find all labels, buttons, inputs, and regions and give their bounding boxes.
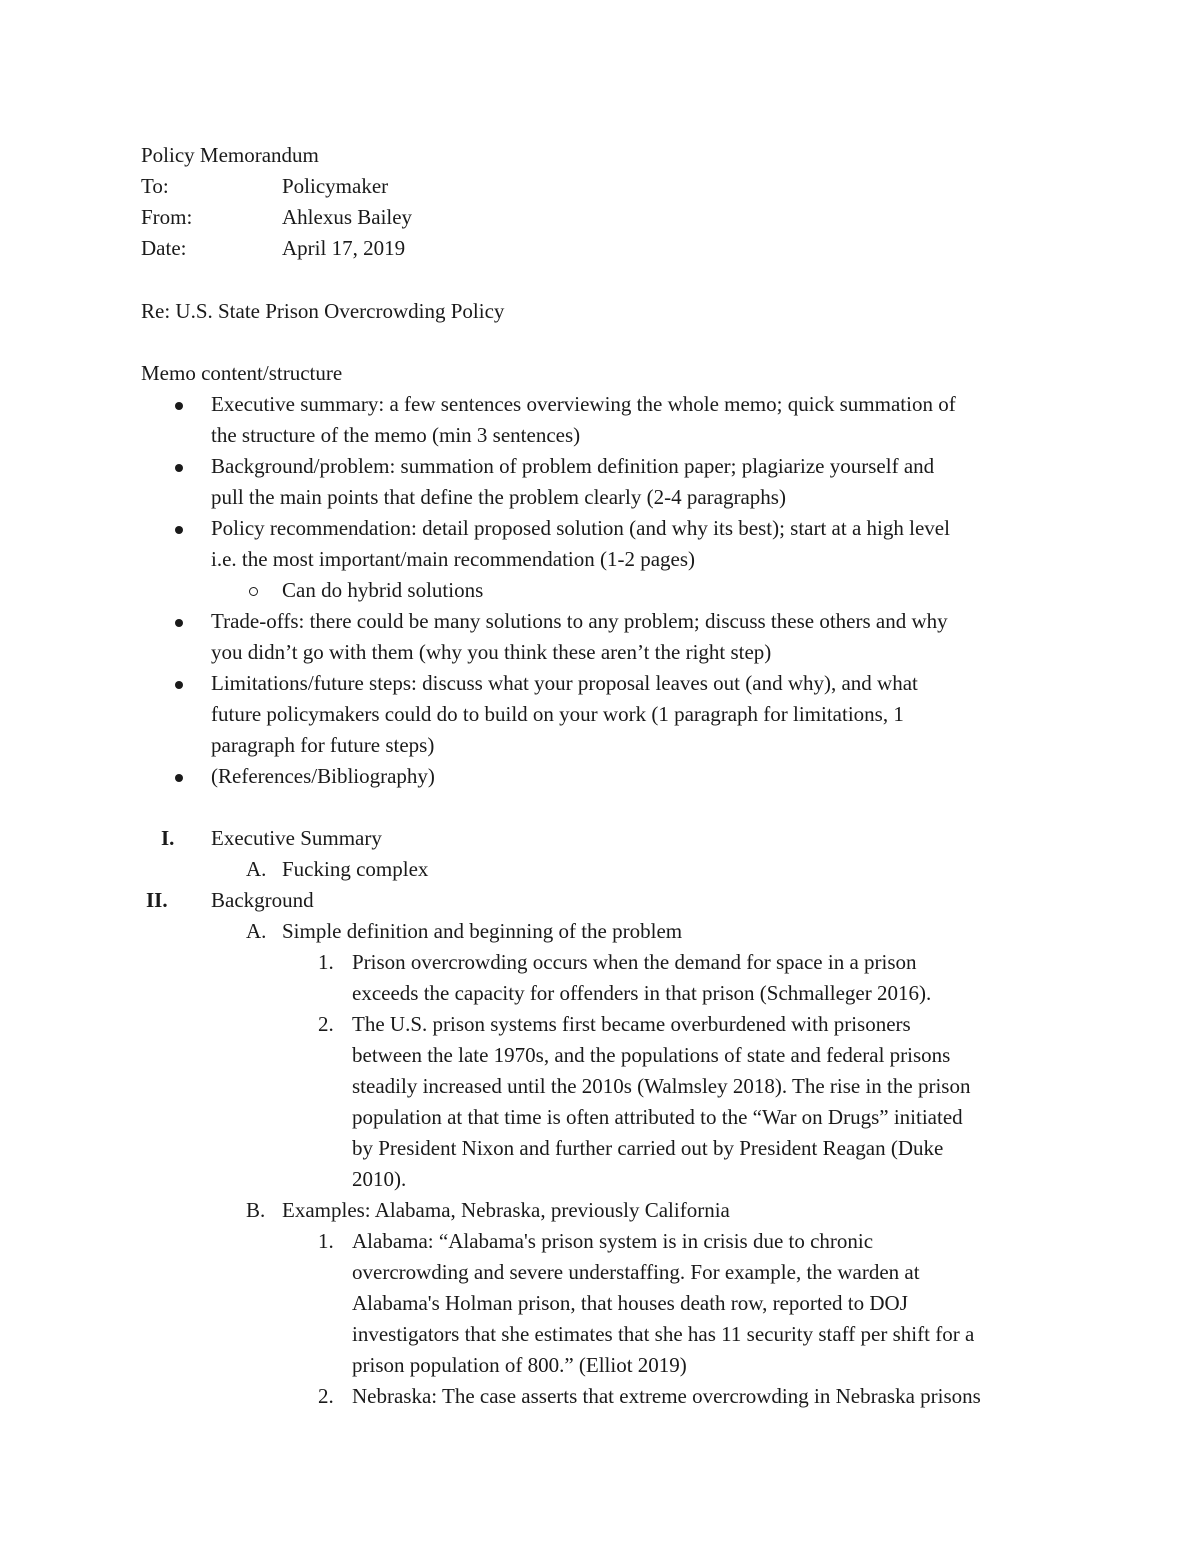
bullet-dot	[175, 402, 183, 410]
item-line: investigators that she estimates that she has 11 security staff per shift for a	[352, 1322, 975, 1346]
section-numeral: I.	[161, 826, 175, 850]
item-number: 1.	[318, 1229, 334, 1253]
bullet-dot	[175, 681, 183, 689]
item-text: Fucking complex	[282, 857, 429, 881]
section-background: Background	[211, 888, 314, 912]
item-number: 2.	[318, 1384, 334, 1408]
date-label: Date:	[141, 236, 187, 260]
item-text: Examples: Alabama, Nebraska, previously California	[282, 1198, 730, 1222]
bullet-tradeoffs-line1: Trade-offs: there could be many solutions to any problem; discuss these others and why	[211, 609, 948, 633]
item-number: 1.	[318, 950, 334, 974]
sub-bullet-hybrid: Can do hybrid solutions	[282, 578, 484, 602]
to-value: Policymaker	[282, 174, 389, 198]
item-line: overcrowding and severe understaffing. For example, the warden at	[352, 1260, 920, 1284]
item-text: Simple definition and beginning of the problem	[282, 919, 683, 943]
bullet-background-line2: pull the main points that define the problem clearly (2-4 paragraphs)	[211, 485, 786, 509]
item-line: The U.S. prison systems first became overburdened with prisoners	[352, 1012, 911, 1036]
to-label: To:	[141, 174, 169, 198]
structure-heading: Memo content/structure	[141, 361, 343, 385]
item-line: steadily increased until the 2010s (Walmsley 2018). The rise in the prison	[352, 1074, 971, 1098]
memo-title: Policy Memorandum	[141, 143, 319, 167]
bullet-references: (References/Bibliography)	[211, 764, 435, 788]
item-line: Alabama: “Alabama's prison system is in crisis due to chronic	[352, 1229, 874, 1253]
item-letter: A.	[246, 919, 267, 943]
bullet-executive-line1: Executive summary: a few sentences overviewing the whole memo; quick summation of	[211, 392, 956, 416]
section-executive-summary: Executive Summary	[211, 826, 382, 850]
item-line: Prison overcrowding occurs when the demand for space in a prison	[352, 950, 917, 974]
re-line: Re: U.S. State Prison Overcrowding Policy	[141, 299, 505, 323]
item-line: Alabama's Holman prison, that houses death row, reported to DOJ	[352, 1291, 908, 1315]
bullet-limitations-line1: Limitations/future steps: discuss what your proposal leaves out (and why), and what	[211, 671, 918, 695]
item-number: 2.	[318, 1012, 334, 1036]
bullet-dot	[175, 619, 183, 627]
from-label: From:	[141, 205, 193, 229]
item-line: by President Nixon and further carried out by President Reagan (Duke	[352, 1136, 944, 1160]
item-line: between the late 1970s, and the populations of state and federal prisons	[352, 1043, 951, 1067]
bullet-executive-line2: the structure of the memo (min 3 sentences)	[211, 423, 581, 447]
bullet-dot	[175, 774, 183, 782]
bullet-dot	[175, 464, 183, 472]
item-line: Nebraska: The case asserts that extreme overcrowding in Nebraska prisons	[352, 1384, 981, 1408]
bullet-limitations-line3: paragraph for future steps)	[211, 733, 435, 757]
bullet-tradeoffs-line2: you didn’t go with them (why you think these aren’t the right step)	[211, 640, 772, 664]
item-letter: B.	[246, 1198, 266, 1222]
item-line: exceeds the capacity for offenders in that prison (Schmalleger 2016).	[352, 981, 932, 1005]
item-line: prison population of 800.” (Elliot 2019)	[352, 1353, 687, 1377]
bullet-recommendation-line2: i.e. the most important/main recommendation (1-2 pages)	[211, 547, 696, 571]
bullet-dot	[175, 526, 183, 534]
section-numeral: II.	[146, 888, 168, 912]
item-line: population at that time is often attributed to the “War on Drugs” initiated	[352, 1105, 963, 1129]
item-line: 2010).	[352, 1167, 407, 1191]
sub-bullet-circle	[249, 587, 258, 596]
from-value: Ahlexus Bailey	[282, 205, 413, 229]
bullet-recommendation-line1: Policy recommendation: detail proposed solution (and why its best); start at a high level	[211, 516, 950, 540]
date-value: April 17, 2019	[282, 236, 406, 260]
bullet-limitations-line2: future policymakers could do to build on your work (1 paragraph for limitations, 1	[211, 702, 904, 726]
item-letter: A.	[246, 857, 267, 881]
bullet-background-line1: Background/problem: summation of problem definition paper; plagiarize yourself and	[211, 454, 935, 478]
